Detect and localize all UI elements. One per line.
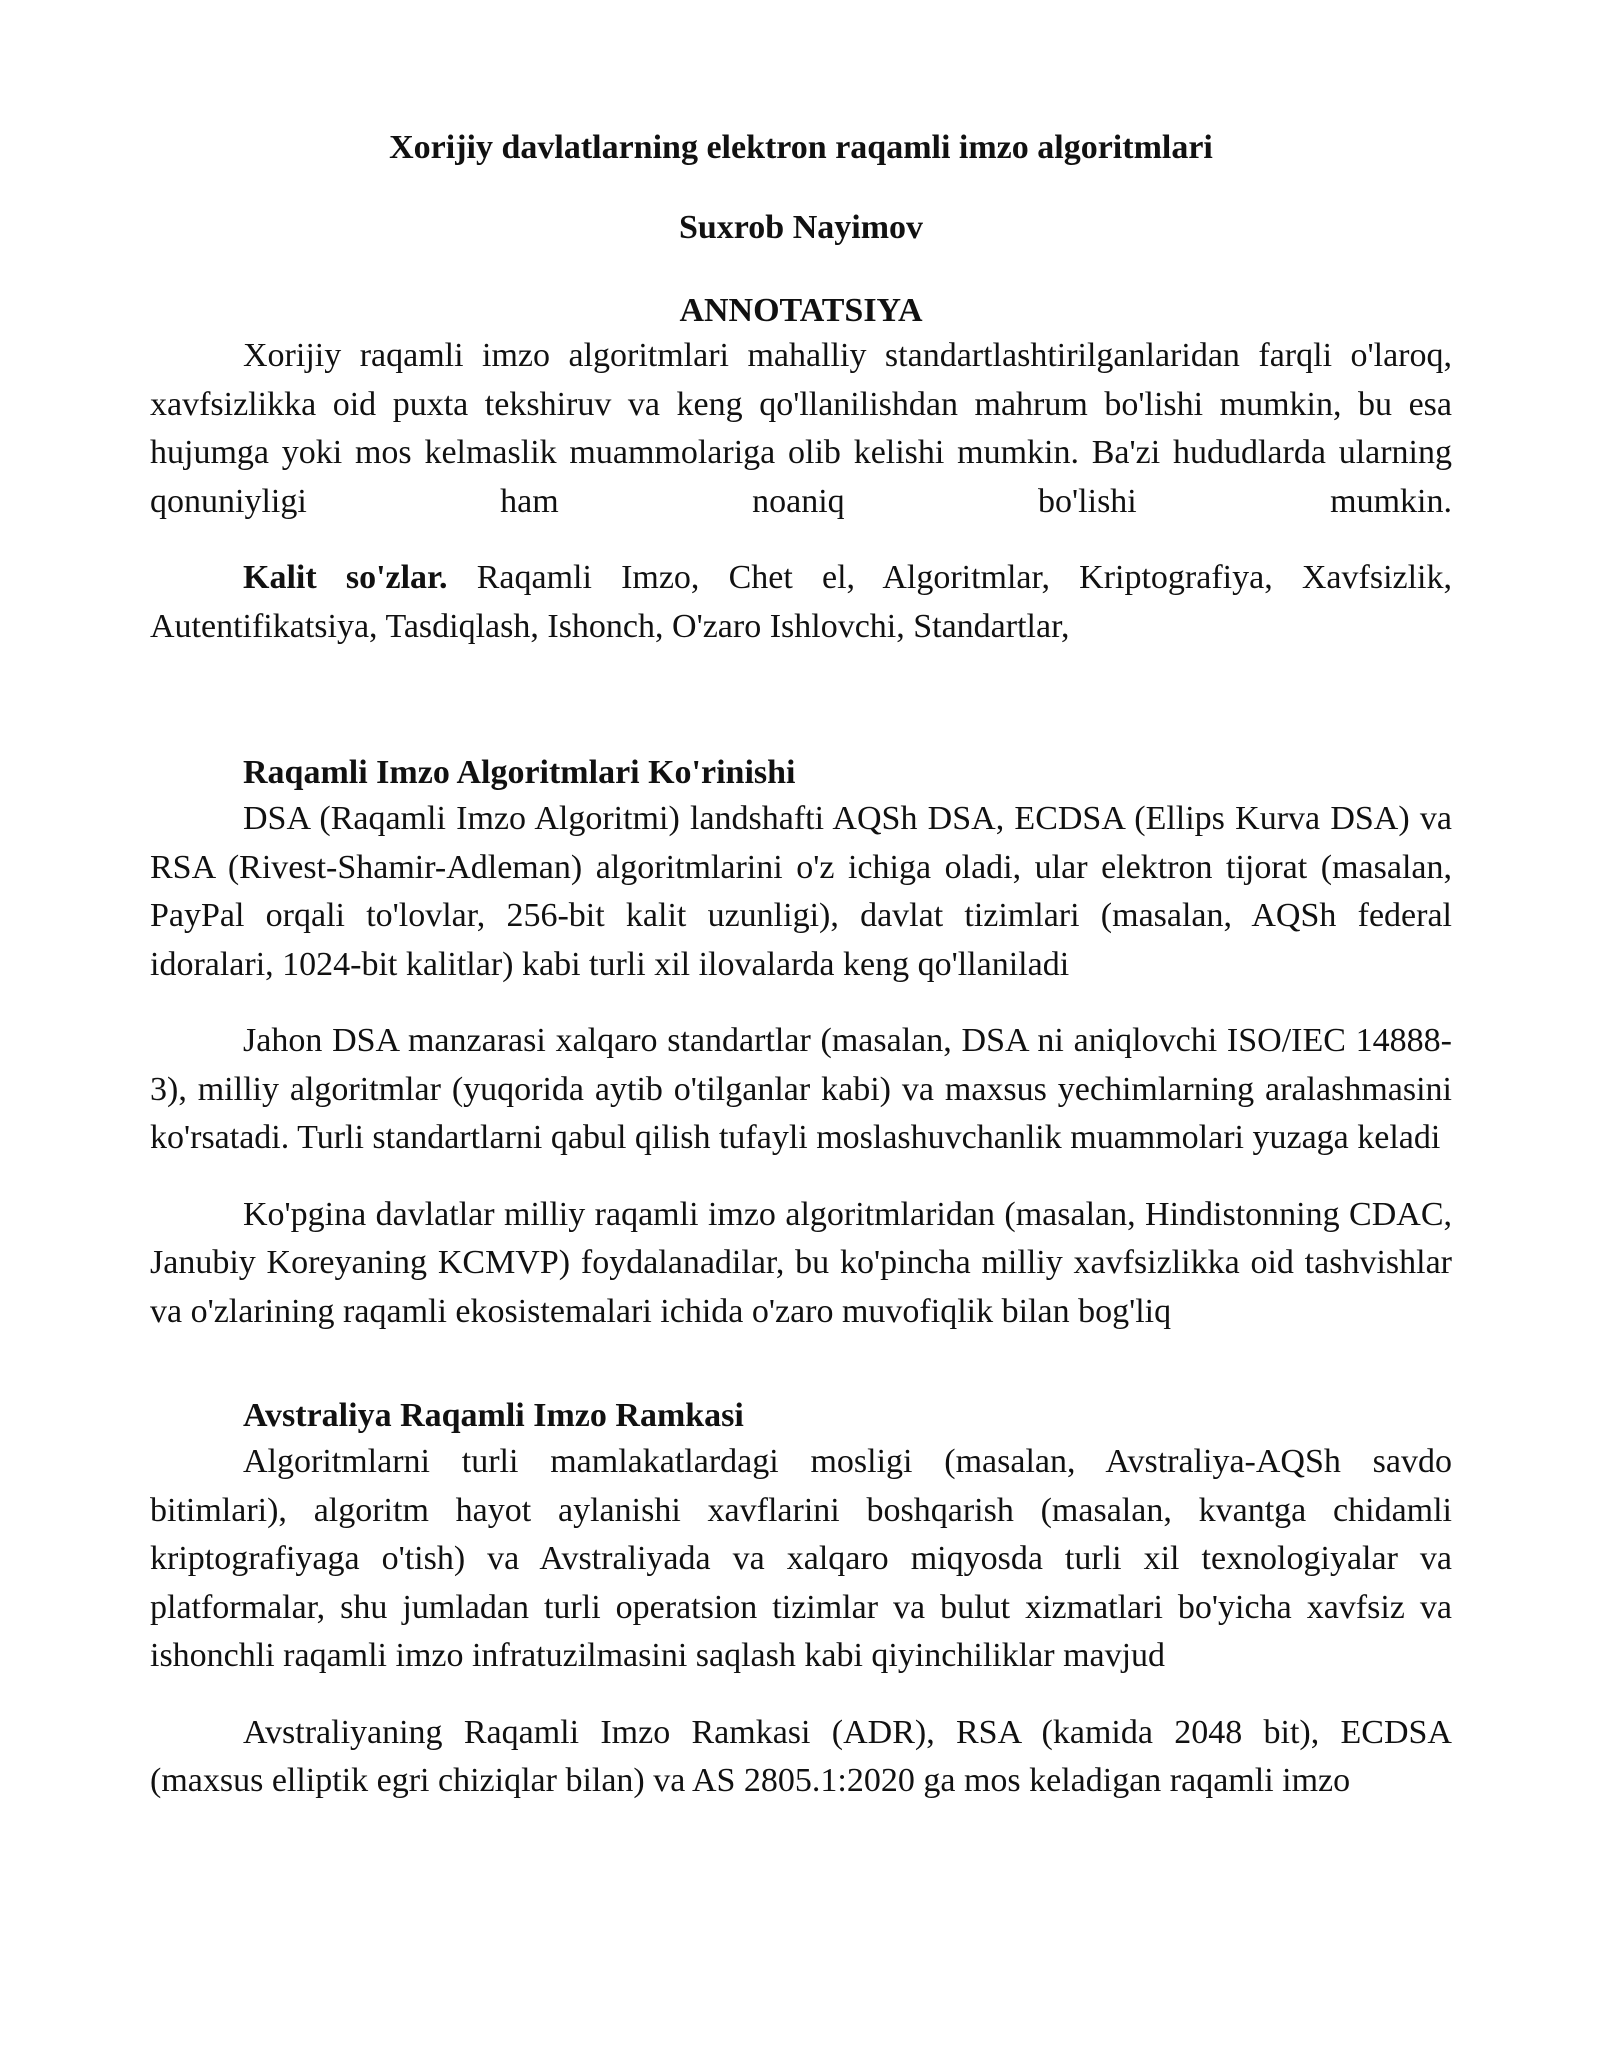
section-paragraph: Avstraliyaning Raqamli Imzo Ramkasi (ADR), RSA (kamida 2048 bit), ECDSA (maxsus elliptik egri chiziqlar bilan) va AS 2805.1:2020 ga mos keladigan raqamli imzo bbox=[150, 1713, 1452, 1799]
keywords-label: Kalit so'zlar. bbox=[243, 559, 448, 596]
keywords-list: Raqamli Imzo, Chet el, Algoritmlar, Kriptografiya, Xavfsizlik, Autentifikatsiya, Tasdiqlash, Ishonch, O'zaro Ishlovchi, Standartlar, bbox=[150, 559, 1452, 645]
section-paragraph: Ko'pgina davlatlar milliy raqamli imzo algoritmlaridan (masalan, Hindistonning CDAC, Janubiy Koreyaning KCMVP) foydalanadilar, bu ko'pincha milliy xavfsizlikka oid tashvishlar va o'zlarining raqamli ekosistemalari ichida o'zaro muvofiqlik bilan bog'liq bbox=[150, 1195, 1452, 1330]
keywords-paragraph bbox=[150, 554, 1452, 651]
section-paragraph: Algoritmlarni turli mamlakatlardagi mosligi (masalan, Avstraliya-AQSh savdo bitimlari), algoritm hayot aylanishi xavflarini boshqarish (masalan, kvantga chidamli kriptografiyaga o'tish) va Avstraliyada va xalqaro miqyosda turli xil texnologiyalar va platformalar, shu jumladan turli operatsion tizimlar va bulut xizmatlari bo'yicha xavfsiz va ishonchli raqamli imzo infratuzilmasini saqlash kabi qiyinchiliklar mavjud bbox=[150, 1443, 1452, 1674]
document-body bbox=[150, 128, 1452, 1806]
document-title: Xorijiy davlatlarning elektron raqamli imzo algoritmlari bbox=[389, 129, 1213, 166]
spacer bbox=[150, 1163, 1452, 1191]
annotation-heading: ANNOTATSIYA bbox=[679, 292, 923, 329]
spacer bbox=[150, 526, 1452, 554]
section-paragraph: Jahon DSA manzarasi xalqaro standartlar (masalan, DSA ni aniqlovchi ISO/IEC 14888-3), milliy algoritmlar (yuqorida aytib o'tilganlar kabi) va maxsus yechimlarning aralashmasini ko'rsatadi. Turli standartlarni qabul qilish tufayli moslashuvchanlik muammolari yuzaga keladi bbox=[150, 1022, 1452, 1156]
section-paragraph: DSA (Raqamli Imzo Algoritmi) landshafti AQSh DSA, ECDSA (Ellips Kurva DSA) va RSA (Rivest-Shamir-Adleman) algoritmlarini o'z ichiga oladi, ular elektron tijorat (masalan, PayPal orqali to'lovlar, 256-bit kalit uzunligi), davlat tizimlari (masalan, AQSh federal idoralari, 1024-bit kalitlar) kabi turli xil ilovalarda keng qo'llaniladi bbox=[150, 800, 1452, 983]
section-heading-australia: Avstraliya Raqamli Imzo Ramkasi bbox=[243, 1397, 744, 1434]
document-author: Suxrob Nayimov bbox=[678, 209, 924, 246]
spacer bbox=[150, 1681, 1452, 1709]
section-heading-overview: Raqamli Imzo Algoritmlari Ko'rinishi bbox=[243, 754, 796, 791]
spacer bbox=[150, 1336, 1452, 1394]
spacer bbox=[150, 651, 1452, 751]
annotation-paragraph: Xorijiy raqamli imzo algoritmlari mahalliy standartlashtirilganlaridan farqli o'laroq, xavfsizlikka oid puxta tekshiruv va keng qo'llanilishdan mahrum bo'lishi mumkin, bu esa hujumga yoki mos kelmaslik muammolariga olib kelishi mumkin. Ba'zi hududlarda ularning qonuniyligi ham noaniq bo'lishi mumkin. bbox=[150, 337, 1452, 520]
spacer bbox=[150, 989, 1452, 1017]
